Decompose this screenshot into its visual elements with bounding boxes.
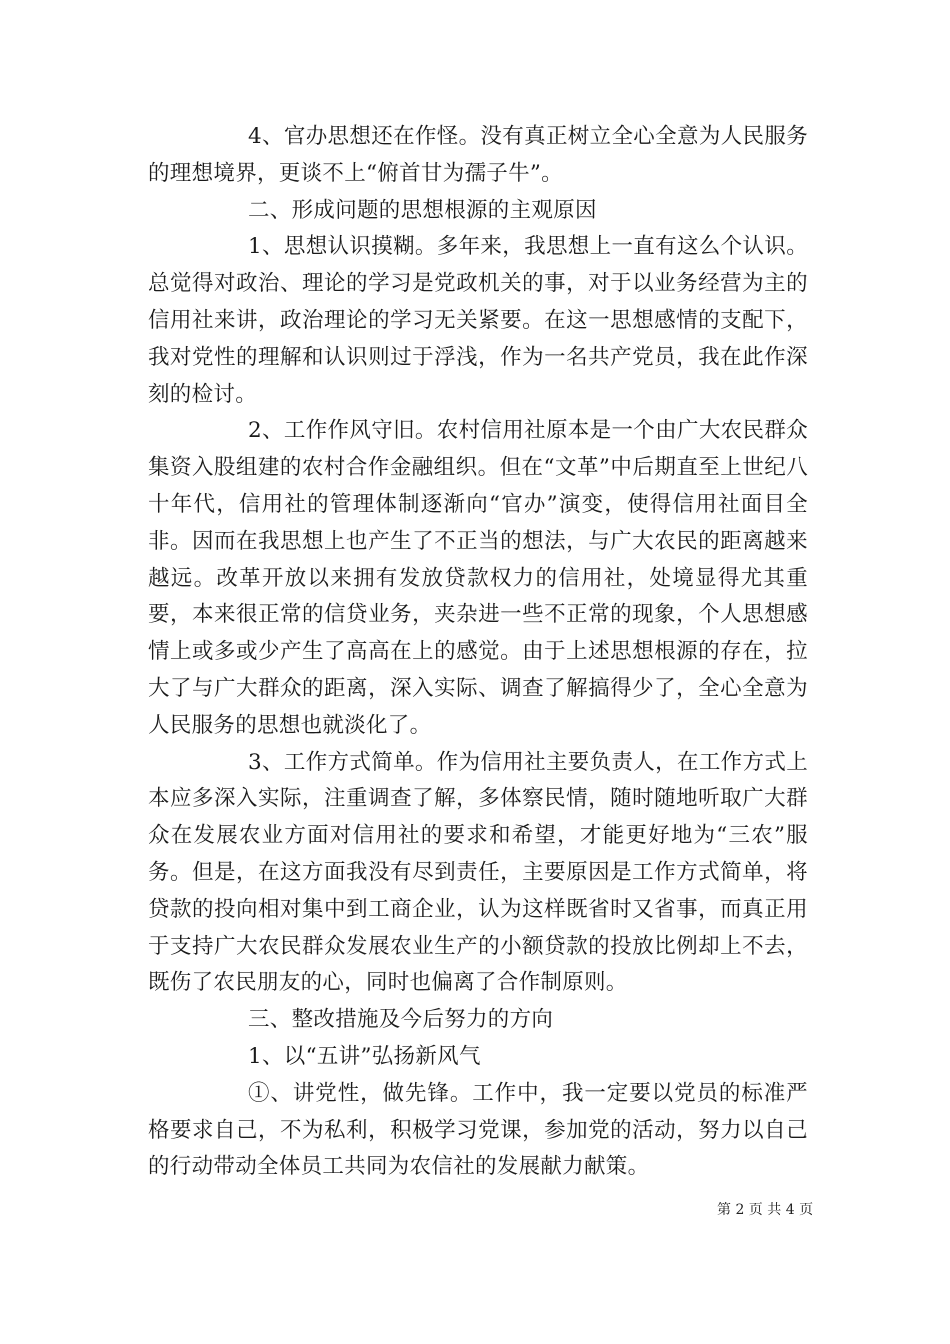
paragraph-ideological-understanding: 1、思想认识摸糊。多年来，我思想上一直有这么个认识。总觉得对政治、理论的学习是党政机关的事，对于以业务经营为主的信用社来讲，政治理论的学习无关紧要。在这一思想感情的支配下，我对党性的理解和认识则过于浮浅，作为一名共产党员，我在此作深刻的检讨。 [148, 234, 808, 407]
section-heading-2: 二、形成问题的思想根源的主观原因 [248, 197, 597, 223]
paragraph-party-spirit: ①、讲党性，做先锋。工作中，我一定要以党员的标准严格要求自己，不为私利，积极学习党课，参加党的活动，努力以自己的行动带动全体员工共同为农信社的发展献力献策。 [148, 1080, 808, 1180]
page-number-footer: 第 2 页 共 4 页 [717, 1202, 814, 1218]
section-heading-3: 三、整改措施及今后努力的方向 [248, 1007, 554, 1033]
paragraph-work-style: 2、工作作风守旧。农村信用社原本是一个由广大农民群众集资入股组建的农村合作金融组织。但在“文革”中后期直至上世纪八十年代，信用社的管理体制逐渐向“官办”演变，使得信用社面目全非。因而在我思想上也产生了不正当的想法，与广大农民的距离越来越远。改革开放以来拥有发放贷款权力的信用社，处境显得尤其重要，本来很正常的信贷业务，夹杂进一些不正常的现象，个人思想感情上或多或少产生了高高在上的感觉。由于上述思想根源的存在，拉大了与广大群众的距离，深入实际、调查了解搞得少了，全心全意为人民服务的思想也就淡化了。 [148, 418, 808, 738]
paragraph-work-method: 3、工作方式简单。作为信用社主要负责人，在工作方式上本应多深入实际，注重调查了解，多体察民情，随时随地听取广大群众在发展农业方面对信用社的要求和希望，才能更好地为“三农”服务。但是，在这方面我没有尽到责任，主要原因是工作方式简单，将贷款的投向相对集中到工商企业，认为这样既省时又省事，而真正用于支持广大农民群众发展农业生产的小额贷款的投放比例却上不去，既伤了农民朋友的心，同时也偏离了合作制原则。 [148, 749, 808, 996]
paragraph-item-4-bureaucratic-thinking: 4、官办思想还在作怪。没有真正树立全心全意为人民服务的理想境界，更谈不上“俯首甘为孺子牛”。 [148, 124, 808, 186]
sub-heading-five-talks: 1、以“五讲”弘扬新风气 [248, 1043, 481, 1069]
document-body [148, 119, 808, 1186]
